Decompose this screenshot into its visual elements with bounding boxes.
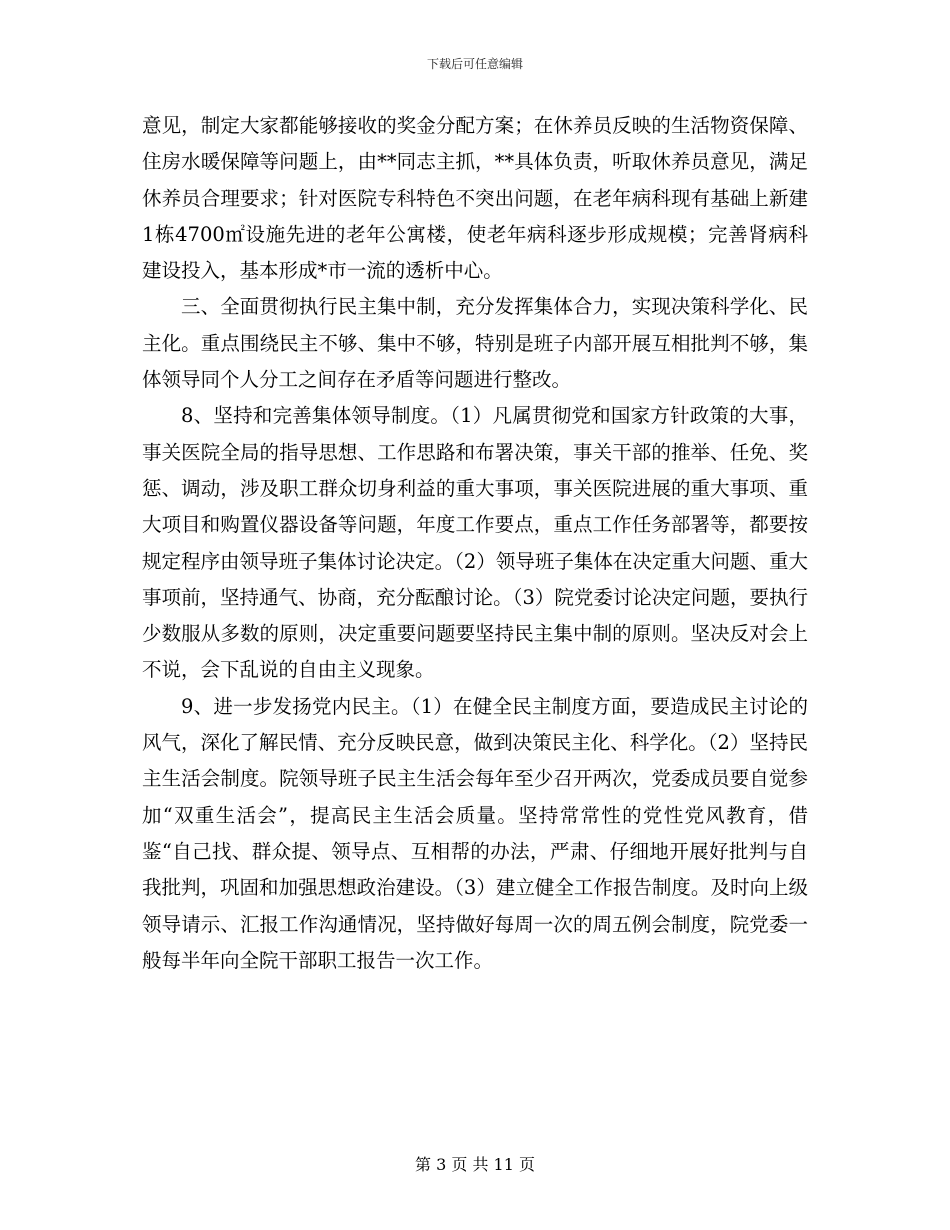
footer-middle: 页 共 [451, 1155, 489, 1174]
footer-suffix: 页 [519, 1155, 536, 1174]
footer-current-page: 3 [436, 1155, 447, 1174]
footer-total-pages: 11 [493, 1155, 514, 1174]
paragraph-continuation: 意见，制定大家都能够接收的奖金分配方案；在休养员反映的生活物资保障、住房水暖保障等问题上，由**同志主抓，**具体负责，听取休养员意见，满足休养员合理要求；针对医院专科特色不突出问题，在老年病科现有基础上新建1栋4700㎡设施先进的老年公寓楼，使老年病科逐步形成规模；完善肾病科建设投入，基本形成*市一流的透析中心。 [142, 114, 808, 283]
paragraph-item-eight: 8、坚持和完善集体领导制度。（1）凡属贯彻党和国家方针政策的大事，事关医院全局的指导思想、工作思路和布署决策，事关干部的推举、任免、奖惩、调动，涉及职工群众切身利益的重大事项，事关医院进展的重大事项、重大项目和购置仪器设备等问题，年度工作要点，重点工作任务部署等，都要按规定程序由领导班子集体讨论决定。（2）领导班子集体在决定重大问题、重大事项前，坚持通气、协商，充分酝酿讨论。（3）院党委讨论决定问题，要执行少数服从多数的原则，决定重要问题要坚持民主集中制的原则。坚决反对会上不说，会下乱说的自由主义现象。 [142, 404, 808, 682]
page-footer [0, 1152, 950, 1175]
paragraph-section-three: 三、全面贯彻执行民主集中制，充分发挥集体合力，实现决策科学化、民主化。重点围绕民主不够、集中不够，特别是班子内部开展互相批判不够，集体领导同个人分工之间存在矛盾等问题进行整改。 [142, 295, 808, 392]
page-header: 下载后可任意编辑 [426, 57, 523, 71]
paragraph-item-nine: 9、进一步发扬党内民主。（1）在健全民主制度方面，要造成民主讨论的风气，深化了解民情、充分反映民意，做到决策民主化、科学化。（2）坚持民主生活会制度。院领导班子民主生活会每年至少召开两次，党委成员要自觉参加“双重生活会”，提高民主生活会质量。坚持常常性的党性党风教育，借鉴“自己找、群众提、领导点、互相帮的办法，严肃、仔细地开展好批判与自我批判，巩固和加强思想政治建设。（3）建立健全工作报告制度。及时向上级领导请示、汇报工作沟通情况，坚持做好每周一次的周五例会制度，院党委一般每半年向全院干部职工报告一次工作。 [142, 694, 808, 972]
footer-prefix: 第 [414, 1155, 431, 1174]
document-body [142, 108, 808, 979]
